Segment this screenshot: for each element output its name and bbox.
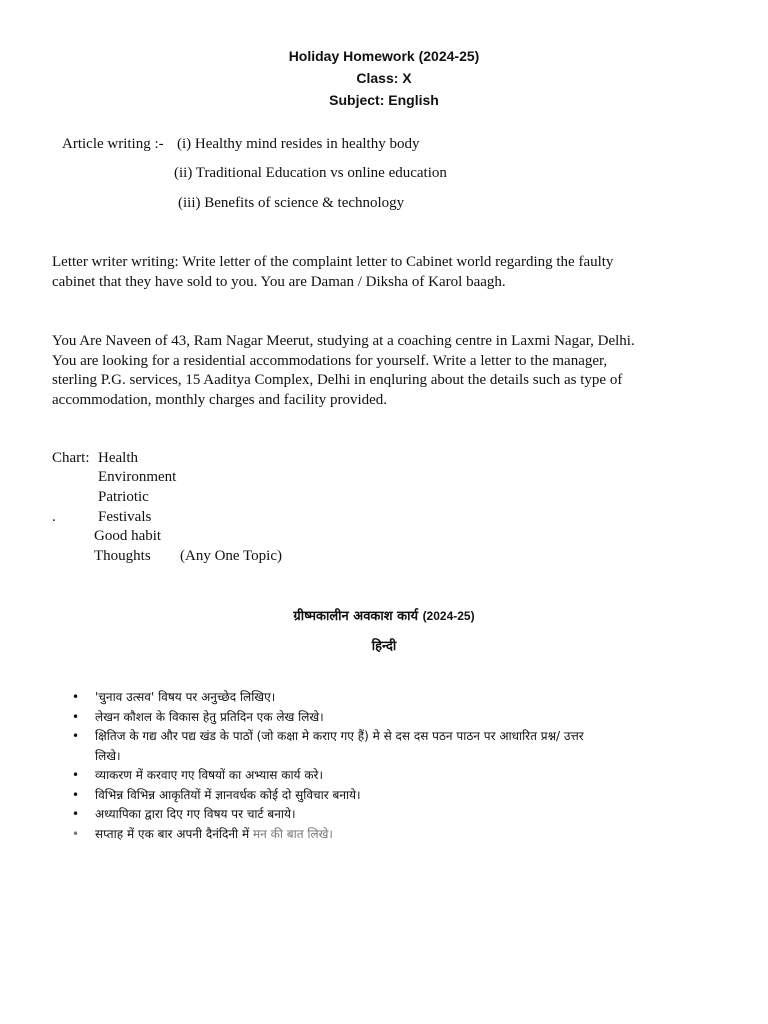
- chart-label: Chart:: [52, 450, 90, 466]
- hindi-task-list: [70, 688, 670, 844]
- article-item-1: (i) Healthy mind resides in healthy body: [177, 136, 420, 152]
- letter-task-1: [52, 253, 692, 292]
- list-item: [70, 805, 670, 825]
- article-label: Article writing :-: [62, 136, 164, 152]
- bullet-icon: •: [72, 768, 80, 782]
- hindi-title-year: (2024-25): [422, 609, 475, 623]
- chart-note: (Any One Topic): [180, 548, 282, 564]
- chart-topic: Patriotic: [98, 489, 149, 505]
- bullet-icon: •: [72, 807, 80, 821]
- chart-topic: Good habit: [94, 528, 162, 544]
- bullet-icon: •: [72, 787, 80, 802]
- list-item: [70, 825, 670, 845]
- subject-line: Subject: English: [329, 92, 439, 108]
- hindi-subject: हिन्दी: [371, 639, 397, 654]
- list-item: [70, 727, 670, 766]
- chart-topic: Thoughts: [94, 548, 151, 564]
- class-line: Class: X: [356, 70, 412, 86]
- stray-dot: .: [52, 509, 56, 525]
- list-item-text: क्षितिज के गद्य और पद्य खंड के पाठों (जो कक्षा मे कराए गए हैं) मे से दस दस पठन पाठन पर आधारित प्रश्न/ उत्तर: [95, 729, 584, 743]
- list-item: [70, 766, 670, 786]
- letter-task-2-line: You Are Naveen of 43, Ram Nagar Meerut, studying at a coaching centre in Laxmi Nagar, Delhi.: [52, 333, 635, 349]
- list-item-text: विभिन्न विभिन्न आकृतियों में ज्ञानवर्धक कोई दो सुविचार बनाये।: [95, 787, 361, 802]
- list-item-text-highlight: मन की बात लिखे।: [252, 826, 333, 841]
- letter-task-1-line: cabinet that they have sold to you. You are Daman / Diksha of Karol baagh.: [52, 273, 506, 290]
- hindi-title: [0, 606, 768, 624]
- list-item-text: व्याकरण में करवाए गए विषयों का अभ्यास कार्य करे।: [95, 768, 324, 782]
- list-item-text: 'चुनाव उत्सव' विषय पर अनुच्छेद लिखिए।: [95, 690, 276, 704]
- document-title: Holiday Homework (2024-25): [288, 48, 480, 64]
- list-item: [70, 688, 670, 708]
- list-item-text: सप्ताह में एक बार अपनी दैनंदिनी में: [95, 826, 250, 841]
- chart-topic: Festivals: [98, 509, 152, 525]
- list-item: [70, 786, 670, 806]
- letter-task-2-line: accommodation, monthly charges and facility provided.: [52, 391, 388, 408]
- chart-topic: Environment: [98, 469, 177, 485]
- list-item-text: अध्यापिका द्वारा दिए गए विषय पर चार्ट बनाये।: [95, 807, 296, 821]
- article-item-2: (ii) Traditional Education vs online education: [174, 165, 447, 181]
- list-item: [70, 708, 670, 728]
- list-item-text: लेखन कौशल के विकास हेतु प्रतिदिन एक लेख लिखे।: [95, 709, 324, 724]
- bullet-icon: •: [72, 709, 80, 724]
- letter-task-2: [52, 332, 692, 410]
- letter-task-2-line: sterling P.G. services, 15 Aaditya Complex, Delhi in enqluring about the details such as type of: [52, 372, 623, 388]
- hindi-title-main: ग्रीष्मकालीन अवकाश कार्य: [293, 609, 419, 624]
- letter-task-1-line: Letter writer writing: Write letter of the complaint letter to Cabinet world regarding the faulty: [52, 254, 614, 270]
- bullet-icon: •: [72, 690, 80, 704]
- bullet-icon: •: [72, 826, 80, 841]
- article-item-3: (iii) Benefits of science & technology: [178, 195, 405, 211]
- letter-task-2-line: You are looking for a residential accommodations for yourself. Write a letter to the manager,: [52, 352, 608, 369]
- bullet-icon: •: [72, 729, 80, 743]
- list-item-text-continued: लिखे।: [95, 748, 121, 763]
- chart-topic: Health: [98, 450, 138, 466]
